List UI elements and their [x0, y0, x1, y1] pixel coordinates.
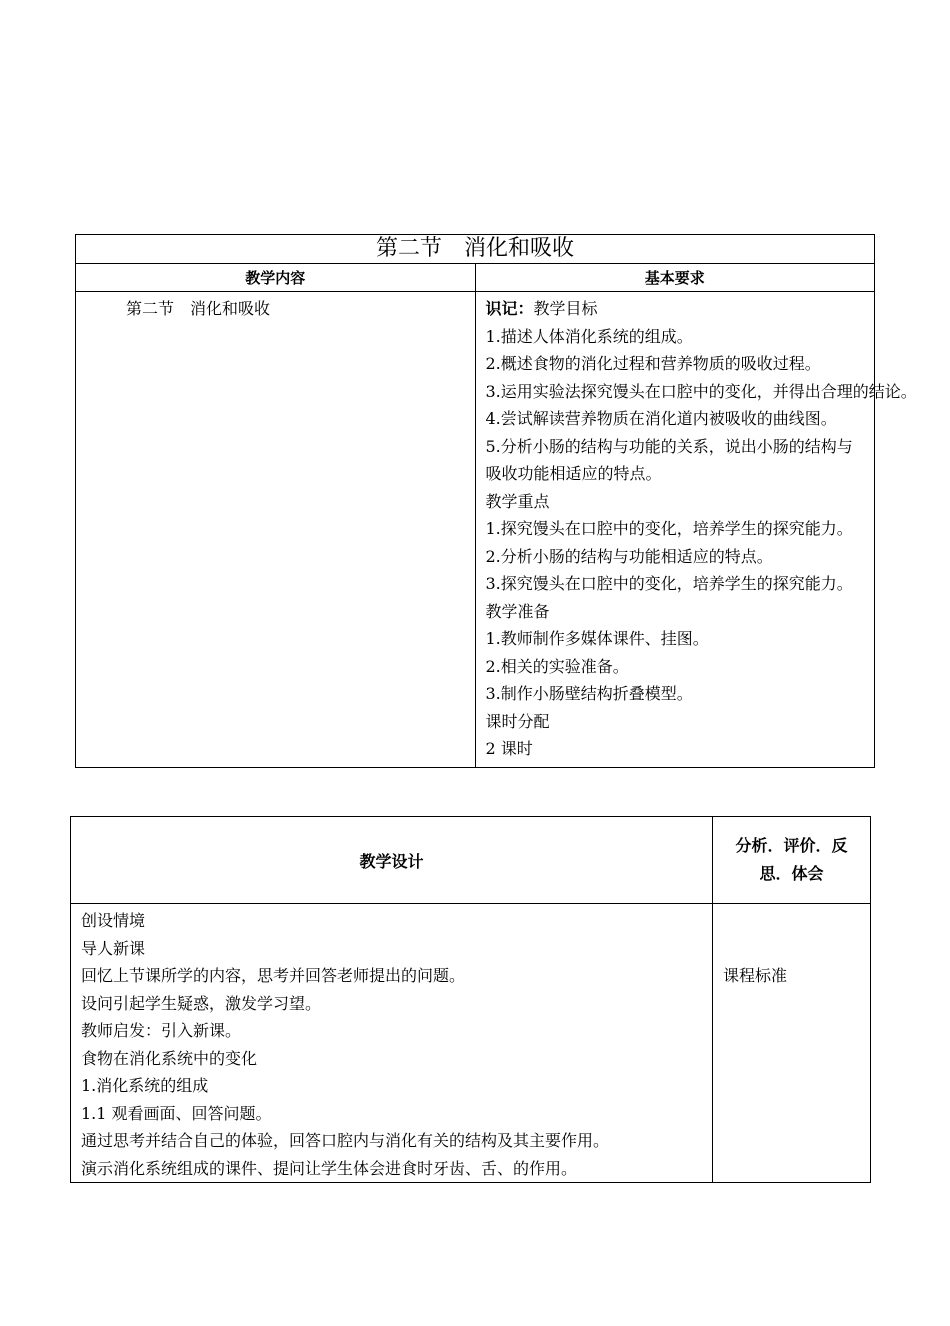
- header-teaching-design: 教学设计: [71, 817, 713, 904]
- requirements-cell: [475, 292, 917, 768]
- objective-item: 3.运用实验法探究馒头在口腔中的变化，并得出合理的结论。: [485, 381, 917, 401]
- memorize-label: 识记：: [485, 299, 534, 318]
- design-line: 教师启发：引入新课。: [81, 1021, 242, 1040]
- design-cell: [71, 904, 713, 1183]
- design-line: 食物在消化系统中的变化: [81, 1048, 258, 1068]
- objective-item: 1.描述人体消化系统的组成。: [485, 326, 693, 346]
- design-line: 1.消化系统的组成: [81, 1076, 209, 1095]
- design-line: 回忆上节课所学的内容，思考并回答老师提出的问题。: [81, 966, 466, 985]
- notes-cell: [713, 904, 871, 1183]
- design-line: 创设情境: [81, 911, 146, 930]
- objectives-title: 教学目标: [533, 299, 598, 318]
- key-point-item: 3.探究馒头在口腔中的变化，培养学生的探究能力。: [485, 574, 853, 593]
- design-line: 设问引起学生疑惑，激发学习望。: [81, 993, 322, 1013]
- design-line: 导人新课: [81, 938, 146, 958]
- design-line: 1.1 观看画面、回答问题。: [81, 1103, 272, 1123]
- table-title: 第二节 消化和吸收: [76, 235, 875, 264]
- objective-item: 5.分析小肠的结构与功能的关系，说出小肠的结构与吸收功能相适应的特点。: [485, 436, 853, 483]
- design-line: 通过思考并结合自己的体验，回答口腔内与消化有关的结构及其主要作用。: [81, 1131, 610, 1150]
- hours-title: 课时分配: [485, 711, 550, 731]
- key-point-item: 2.分析小肠的结构与功能相适应的特点。: [485, 546, 773, 566]
- note-text: 课程标准: [723, 966, 788, 985]
- lesson-overview-table: [75, 234, 917, 768]
- objective-item: 4.尝试解读营养物质在消化道内被吸收的曲线图。: [485, 409, 837, 428]
- hours-value: 2 课时: [485, 739, 533, 758]
- design-line: 演示消化系统组成的课件、提问让学生体会进食时牙齿、舌、的作用。: [81, 1158, 578, 1178]
- prep-item: 1.教师制作多媒体课件、挂图。: [485, 629, 709, 648]
- prep-title: 教学准备: [485, 601, 550, 621]
- prep-item: 2.相关的实验准备。: [485, 656, 629, 676]
- header-basic-requirements: 基本要求: [475, 264, 875, 292]
- key-point-item: 1.探究馒头在口腔中的变化，培养学生的探究能力。: [485, 519, 853, 538]
- content-text: 第二节 消化和吸收: [126, 299, 271, 318]
- teaching-design-table: [70, 816, 871, 1183]
- prep-item: 3.制作小肠壁结构折叠模型。: [485, 684, 693, 703]
- header-analysis-reflection: 分析．评价．反思．体会: [713, 817, 871, 904]
- key-points-title: 教学重点: [485, 491, 550, 511]
- teaching-content-cell: [76, 292, 476, 768]
- header-teaching-content: 教学内容: [76, 264, 476, 292]
- objective-item: 2.概述食物的消化过程和营养物质的吸收过程。: [485, 354, 821, 373]
